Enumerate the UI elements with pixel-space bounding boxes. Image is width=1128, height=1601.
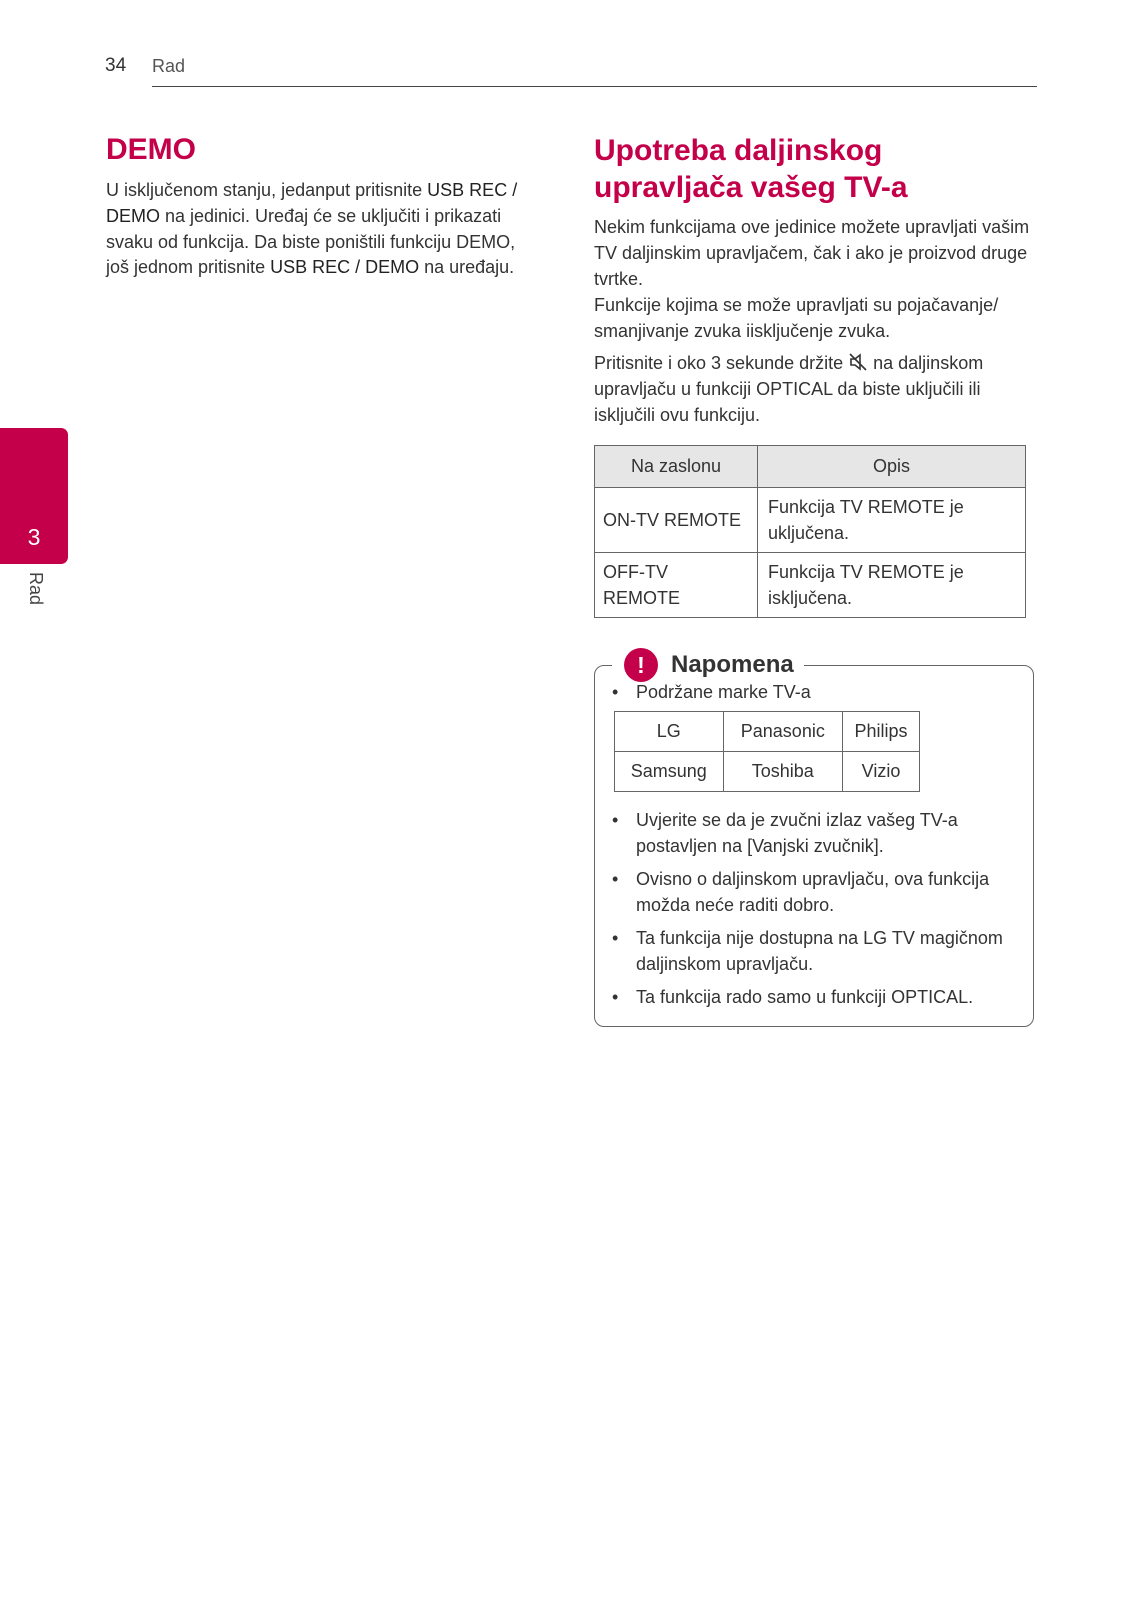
chapter-label: Rad xyxy=(26,572,46,606)
tv-remote-table xyxy=(594,445,1026,618)
table-row xyxy=(595,488,1026,553)
brands-table xyxy=(614,711,920,792)
brand-cell: LG xyxy=(615,712,724,752)
table-row xyxy=(615,752,920,792)
brand-cell: Panasonic xyxy=(723,712,843,752)
note-bullet xyxy=(612,679,1012,705)
note-bullet xyxy=(612,984,1017,1010)
note-bullet-text: Uvjerite se da je zvučni izlaz vašeg TV-a postavljen na [Vanjski zvučnik]. xyxy=(636,810,958,856)
tv-remote-para-2: Funkcije kojima se može upravljati su pojačavanje/ smanjivanje zvuka iisključenje zvuka. xyxy=(594,295,999,341)
note-bullet-text: Ta funkcija nije dostupna na LG TV magičnom daljinskom upravljaču. xyxy=(636,928,1003,974)
chapter-tab xyxy=(0,428,68,564)
demo-text-2: na jedinici. Uređaj će se uključiti i prikazati svaku od funkcija. Da biste poništili funkciju DEMO, još jednom pritisnite xyxy=(106,205,516,278)
brand-cell: Toshiba xyxy=(723,752,843,792)
bullet-icon: • xyxy=(612,869,619,889)
table-header: Na zaslonu xyxy=(595,446,758,488)
note-bullet xyxy=(612,807,1017,859)
tv-remote-para-1: Nekim funkcijama ove jedinice možete upravljati vašim TV daljinskim upravljačem, čak i ako je proizvod druge tvrtke. xyxy=(594,217,1030,289)
bullet-icon: • xyxy=(612,810,619,830)
bullet-icon: • xyxy=(612,682,619,702)
mute-icon xyxy=(848,352,868,372)
tv-remote-para-3 xyxy=(594,351,1034,428)
tv-remote-para-3a: Pritisnite i oko 3 sekunde držite xyxy=(594,353,849,373)
table-row xyxy=(595,553,1026,618)
note-bullet xyxy=(612,866,1017,918)
table-cell: ON-TV REMOTE xyxy=(595,488,758,553)
brand-cell: Philips xyxy=(843,712,920,752)
table-row xyxy=(615,712,920,752)
table-header: Opis xyxy=(758,446,1026,488)
demo-text xyxy=(106,178,531,281)
brand-cell: Vizio xyxy=(843,752,920,792)
note-bullet-text: Ovisno o daljinskom upravljaču, ova funkcija možda neće raditi dobro. xyxy=(636,869,990,915)
table-cell: Funkcija TV REMOTE je uključena. xyxy=(758,488,1026,553)
tv-remote-para-3b: na daljinskom upravljaču u funkciji OPTICAL da biste uključili ili isključili ovu funkciju. xyxy=(594,353,984,425)
tv-remote-title: Upotreba daljinskog upravljača vašeg TV-a xyxy=(594,134,908,204)
demo-text-3: na uređaju. xyxy=(419,257,515,278)
brand-cell: Samsung xyxy=(615,752,724,792)
header-rule xyxy=(152,86,1037,87)
page-number: 34 xyxy=(105,55,127,76)
demo-text-1: U isključenom stanju, jedanput pritisnite xyxy=(106,180,428,200)
bullet-icon: • xyxy=(612,928,619,948)
section-name: Rad xyxy=(152,56,186,76)
note-bullet xyxy=(612,925,1017,977)
note-bullet-text: Ta funkcija rado samo u funkciji OPTICAL. xyxy=(636,987,974,1007)
demo-button-name-1: USB REC / DEMO xyxy=(106,180,518,226)
table-cell: OFF-TV REMOTE xyxy=(595,553,758,618)
note-title: Napomena xyxy=(671,651,794,678)
note-bullet-text: Podržane marke TV-a xyxy=(636,682,811,702)
chapter-number: 3 xyxy=(27,524,41,550)
demo-button-name-2: USB REC / DEMO xyxy=(270,257,420,278)
bullet-icon: • xyxy=(612,987,619,1007)
exclamation-icon: ! xyxy=(624,648,658,682)
table-cell: Funkcija TV REMOTE je isključena. xyxy=(758,553,1026,618)
table-header-row xyxy=(595,446,1026,488)
page-header xyxy=(105,55,1035,89)
demo-title: DEMO xyxy=(106,133,196,166)
